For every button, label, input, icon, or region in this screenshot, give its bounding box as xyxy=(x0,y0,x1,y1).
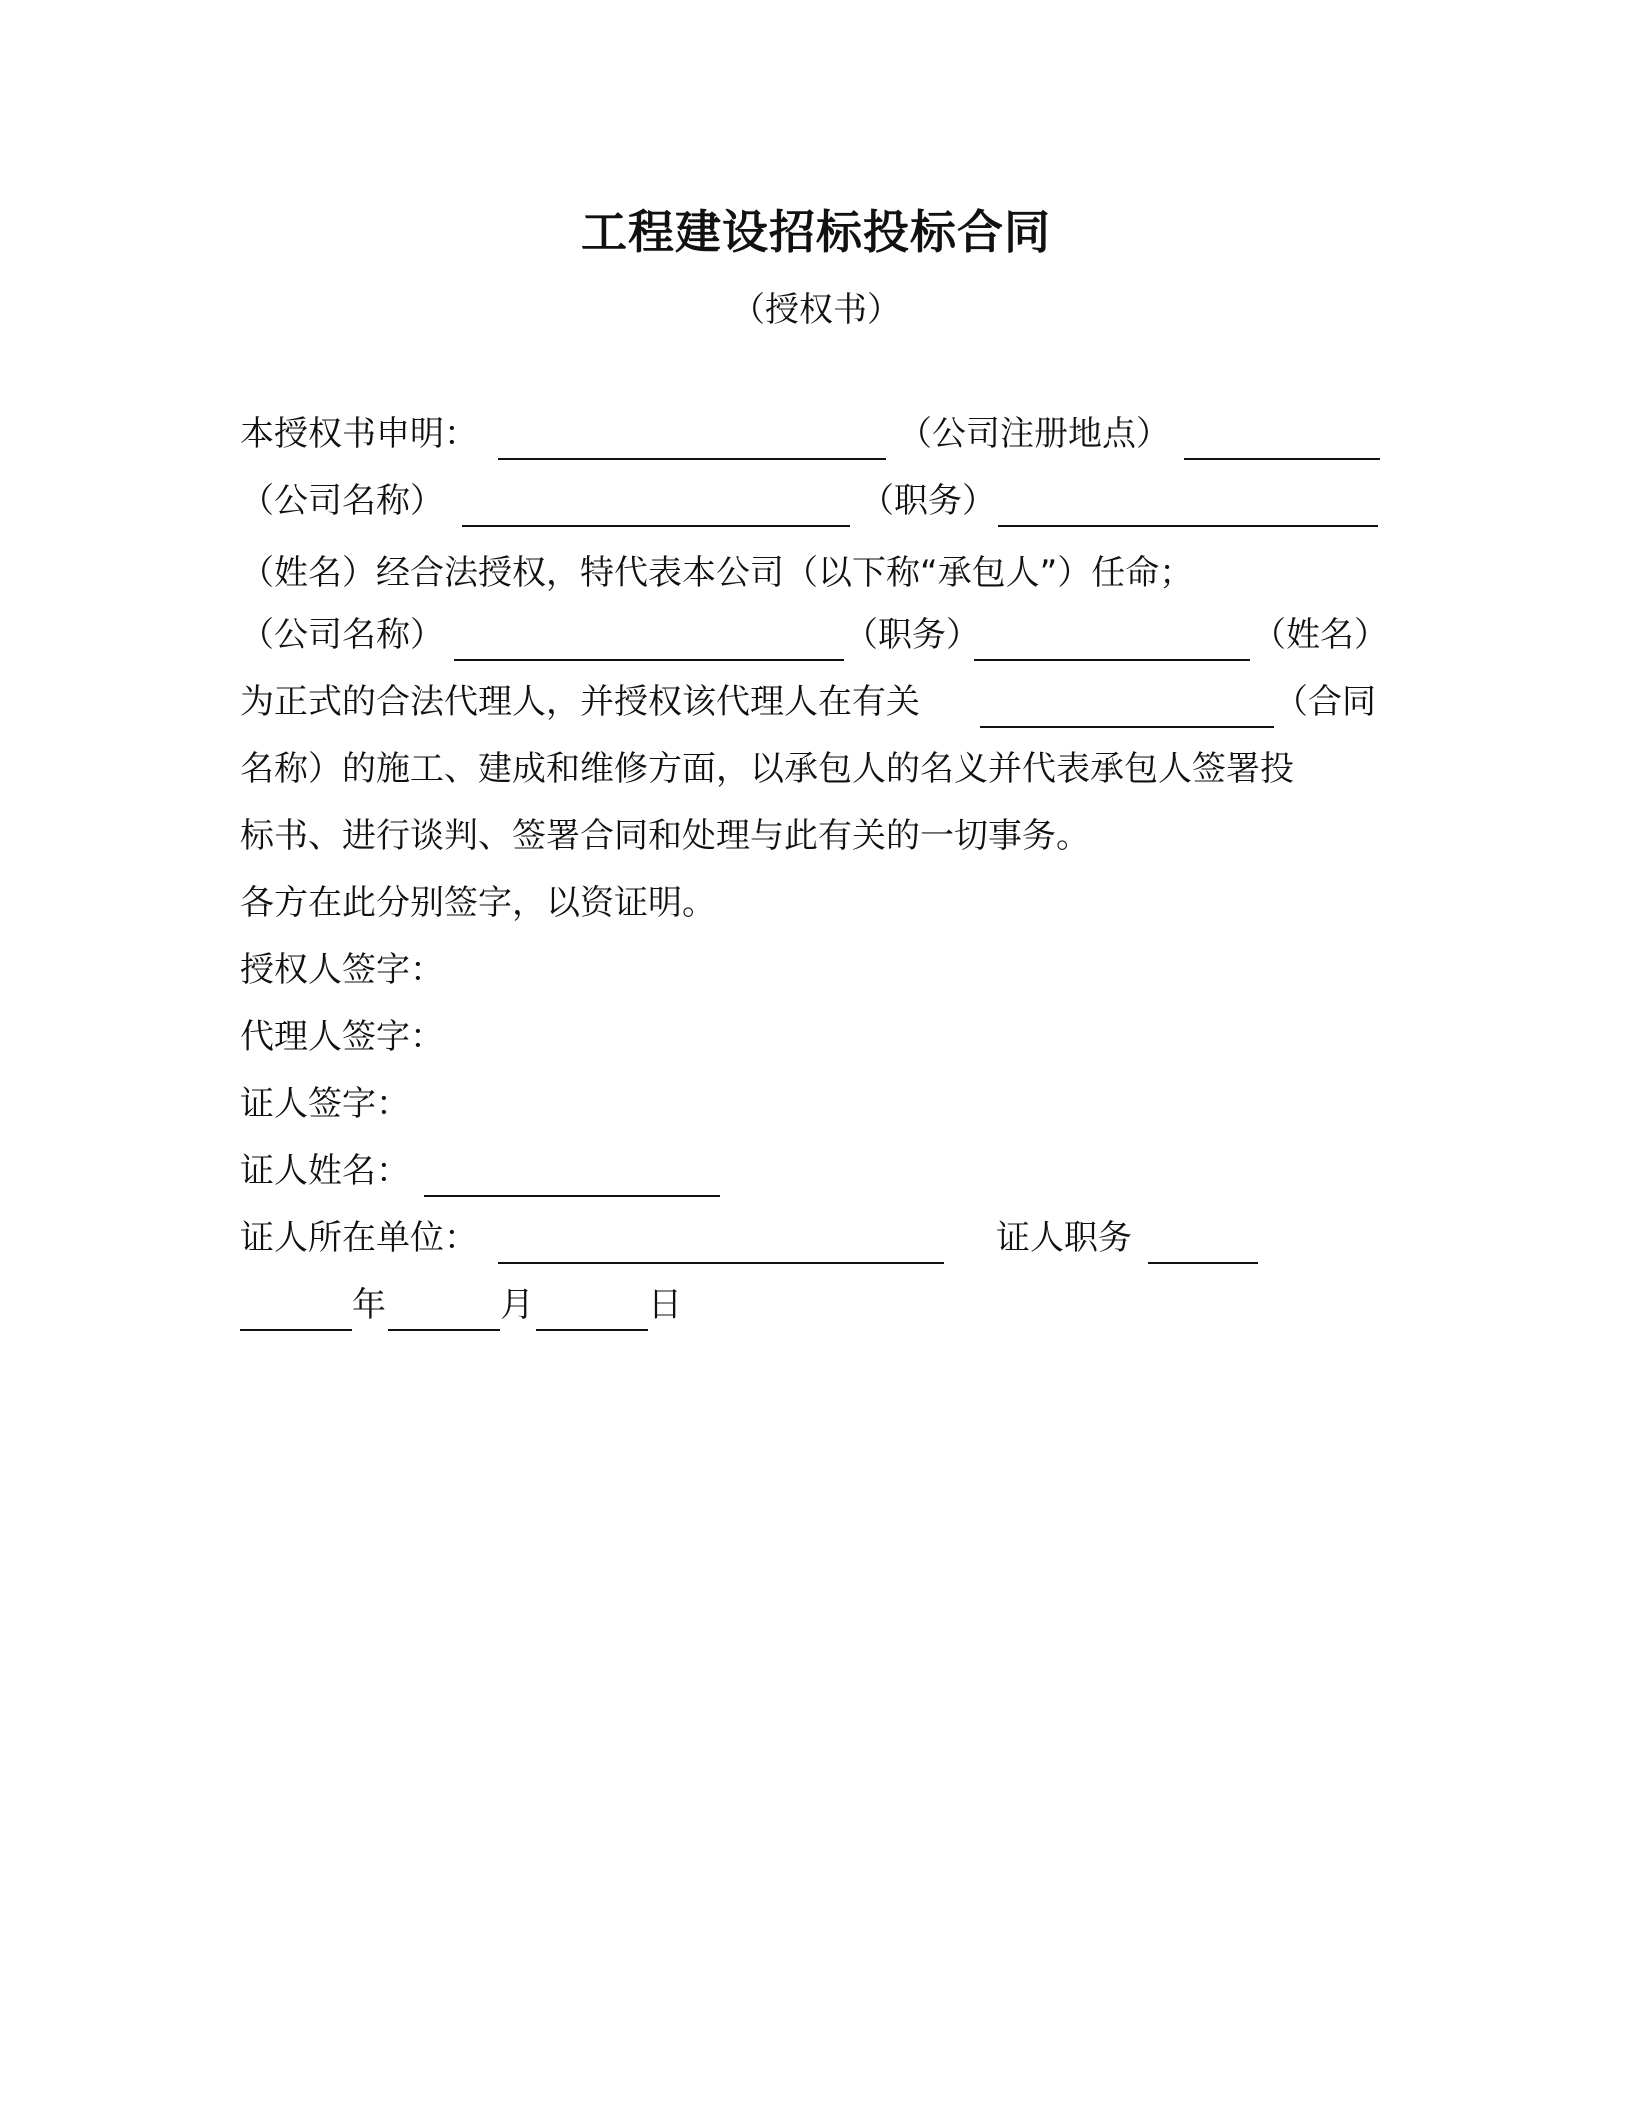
blank-agent-position[interactable] xyxy=(974,659,1250,661)
company-address-label: （公司注册地点） xyxy=(898,414,1170,454)
blank-day[interactable] xyxy=(536,1329,648,1331)
witness-signature-label: 证人签字： xyxy=(240,1084,410,1124)
scope-text: 名称）的施工、建成和维修方面，以承包人的名义并代表承包人签署投 xyxy=(240,749,1294,789)
blank-witness-unit[interactable] xyxy=(498,1262,944,1264)
document-subtitle: （授权书） xyxy=(731,290,901,330)
agent-signature-label: 代理人签字： xyxy=(240,1017,444,1057)
position-label-1: （职务） xyxy=(860,481,996,521)
witness-unit-label: 证人所在单位： xyxy=(240,1218,478,1258)
contract-label-start: （合同 xyxy=(1274,682,1376,722)
blank-month[interactable] xyxy=(388,1329,500,1331)
scope-text-end: 标书、进行谈判、签署合同和处理与此有关的一切事务。 xyxy=(240,816,1090,856)
authorization-text: 为正式的合法代理人，并授权该代理人在有关 xyxy=(240,682,920,722)
blank-company-name-1[interactable] xyxy=(1184,458,1380,460)
blank-witness-position[interactable] xyxy=(1148,1262,1258,1264)
company-name-label-1: （公司名称） xyxy=(240,481,444,521)
year-label: 年 xyxy=(352,1285,386,1325)
day-label: 日 xyxy=(648,1285,682,1325)
blank-name-1[interactable] xyxy=(998,525,1378,527)
declaration-label: 本授权书申明： xyxy=(240,414,478,454)
blank-witness-name[interactable] xyxy=(424,1195,720,1197)
appointment-text: （姓名）经合法授权，特代表本公司（以下称“承包人”）任命； xyxy=(240,553,1194,593)
blank-position-1[interactable] xyxy=(462,525,850,527)
blank-year[interactable] xyxy=(240,1329,352,1331)
blank-agent-company[interactable] xyxy=(454,659,844,661)
month-label: 月 xyxy=(500,1285,534,1325)
grantor-signature-label: 授权人签字： xyxy=(240,950,444,990)
position-label-2: （职务） xyxy=(844,615,980,655)
witness-position-label: 证人职务 xyxy=(996,1218,1132,1258)
witness-name-label: 证人姓名： xyxy=(240,1151,410,1191)
blank-contract-name[interactable] xyxy=(980,726,1274,728)
company-name-label-2: （公司名称） xyxy=(240,615,444,655)
name-label-2: （姓名） xyxy=(1252,615,1388,655)
document-title: 工程建设招标投标合同 xyxy=(581,205,1051,259)
blank-company-address[interactable] xyxy=(498,458,886,460)
witness-statement: 各方在此分别签字，以资证明。 xyxy=(240,883,716,923)
